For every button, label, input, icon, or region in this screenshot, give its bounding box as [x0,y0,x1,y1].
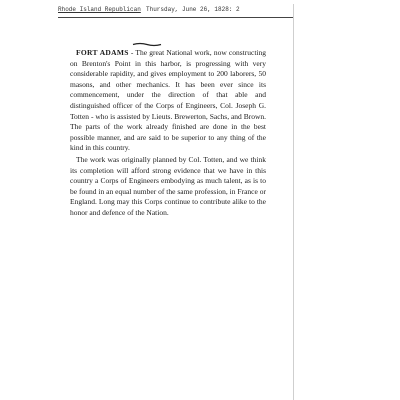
article-body [70,48,266,219]
publication-date: Thursday, June 26, 1828: 2 [146,6,240,13]
page-edge-line [293,4,294,400]
article-paragraph-2: The work was originally planned by Col. Totten, and we think its completion will afford strong evidence that we have in this country a Corps of Engineers embodying as much talent, as is to be found in an equal number of the same profession, in France or England. Long may this Corps continue to contribute alike to the honor and defence of the Nation. [70,154,266,217]
header-divider [58,17,294,18]
article-paragraph-1-text: - The great National work, now constructing on Brenton's Point in this harbor, is progressing with very considerable rapidity, and gives employment to 200 laborers, 50 masons, and other mechanics. It has been ever since its commencement, under the direction of that able and distinguished officer of the Corps of Engineers, Col. Joseph G. Totten - who is assisted by Lieuts. Brewerton, Sachs, and Brown. The parts of the work already finished are done in the best possible manner, and are said to be superior to any thing of the kind in this country. [70,48,266,153]
newspaper-source-title: Rhode Island Republican [58,6,141,13]
ornament-dash-icon [132,42,162,47]
article-paragraph-1 [70,48,266,154]
article-headline: FORT ADAMS [76,48,129,57]
clipping-header [58,4,294,20]
